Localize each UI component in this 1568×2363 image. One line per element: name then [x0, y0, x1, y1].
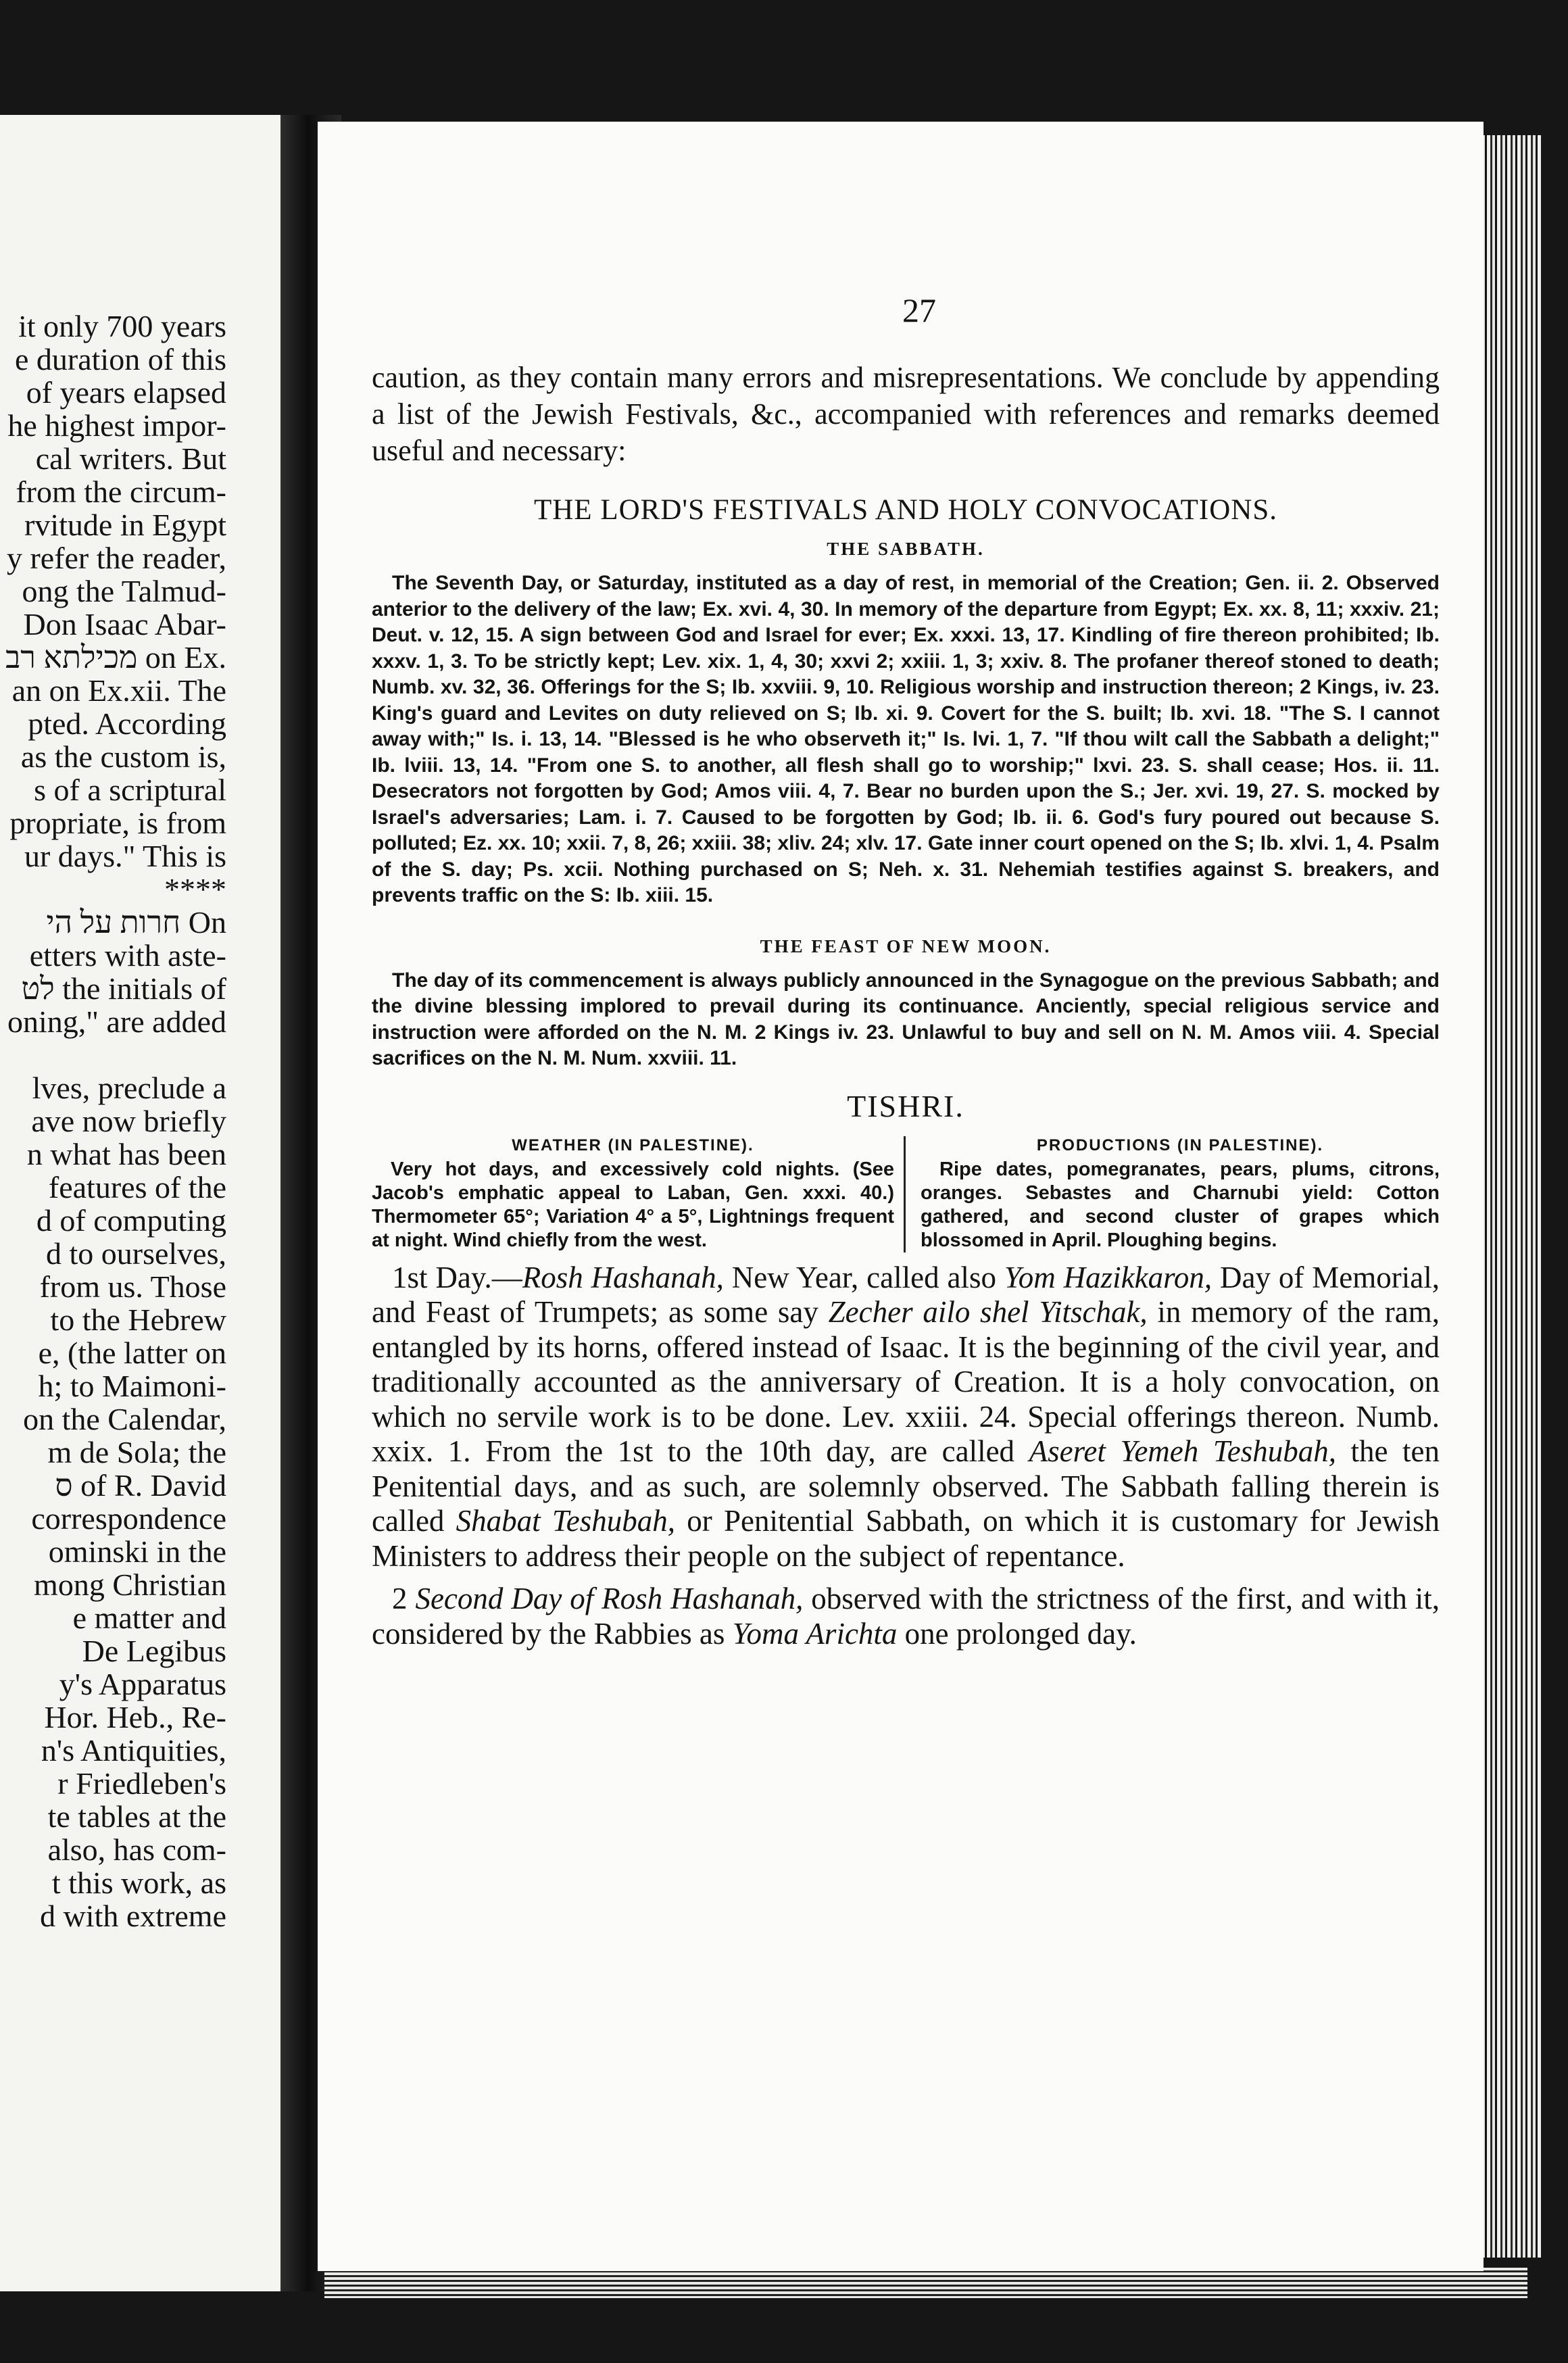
facing-line: etters with aste- — [29, 938, 226, 973]
facing-line: n what has been — [26, 1137, 226, 1171]
entry-italic: Shabat Teshubah, — [456, 1504, 676, 1538]
facing-line: ס of R. David — [55, 1468, 226, 1503]
entry-text: the ten Penitential days, and as such, are solemnly observed. The Sabbath falling therein is called — [372, 1434, 1440, 1538]
facing-line: from the circum- — [16, 474, 226, 509]
facing-line: correspondence — [31, 1501, 226, 1536]
facing-line — [0, 1038, 226, 1071]
facing-line: pted. According — [28, 706, 226, 741]
facing-line: rvitude in Egypt — [24, 508, 226, 542]
productions-text — [921, 1158, 1440, 1252]
facing-line: Hor. Heb., Re- — [44, 1700, 226, 1734]
facing-line: an on Ex.xii. The — [11, 673, 226, 708]
facing-line: d with extreme — [40, 1899, 226, 1933]
facing-line: te tables at the — [47, 1799, 226, 1834]
new-moon-heading: THE FEAST OF NEW MOON. — [760, 935, 1052, 956]
facing-line: y refer the reader, — [6, 541, 226, 575]
facing-line: ur days." This is — [24, 839, 226, 873]
facing-line: as the custom is, — [20, 739, 226, 774]
entry-text: one prolonged day. — [897, 1616, 1137, 1651]
facing-line: it only 700 years — [18, 309, 226, 343]
weather-title: WEATHER (IN PALESTINE). — [512, 1136, 754, 1154]
new-moon-text — [372, 968, 1440, 1072]
entry-title: Second Day of Rosh Hashanah, — [415, 1582, 804, 1615]
entry-italic: Yom Hazikkaron, — [1004, 1260, 1212, 1294]
facing-page — [0, 115, 280, 2291]
facing-line: n's Antiquities, — [41, 1733, 226, 1768]
sabbath-heading: THE SABBATH. — [827, 539, 985, 559]
facing-line: on the Calendar, — [23, 1402, 226, 1436]
facing-line: מכילתא רב on Ex. — [5, 640, 226, 675]
facing-line: Don Isaac Abar- — [23, 607, 226, 641]
facing-line: s of a scriptural — [34, 773, 226, 807]
facing-line: cal writers. But — [35, 441, 226, 476]
page-content — [372, 291, 1440, 1651]
entry-text: observed with the strictness of the first, and with it, considered by the Rabbies as — [372, 1582, 1440, 1651]
facing-line: of years elapsed — [26, 375, 226, 410]
facing-line: propriate, is from — [9, 806, 226, 840]
facing-line: lves, preclude a — [32, 1071, 226, 1105]
facing-line: De Legibus — [82, 1634, 226, 1668]
facing-line: **** — [164, 872, 226, 906]
facing-line: d to ourselves, — [45, 1236, 226, 1271]
sabbath-body: The Seventh Day, or Saturday, instituted as a day of rest, in memorial of the Creation; Gen. ii. 2. Observed anterior to the delivery of the law; Ex. xvi. 4, 30. In memory of the departure from Egypt; Ex. xx. 8, 11; xxxiv. 21; Deut. v. 12, 15. A sign between God and Israel for ever; Ex. xxxi. 13, 17. Kindling of fire thereon prohibited; Ib. xxxv. 1, 3. To be strictly kept; Lev. xix. 1, 4, 30; xxvi 2; xxiii. 1, 3; xxiv. 8. The profaner thereof stoned to death; Numb. xv. 32, 36. Offerings for the S; Ib. xxviii. 9, 10. Religious worship and instruction thereon; 2 Kings, iv. 23. King's guard and Levites on duty relieved on S; Ib. xi. 9. Covert for the S. built; Ib. xvi. 18. "The S. I cannot away with;" Is. i. 13, 14. "Blessed is he who observeth it;" Is. lvi. 1, 7. "If thou wilt call the Sabbath a delight;" Ib. lviii. 13, 14. "From one S. to another, all flesh shall go to worship;" lxvi. 23. S. shall cease; Hos. ii. 11. Desecrators not forgotten by God; Amos viii. 4, 7. Bear no burden upon the S.; Jer. xvi. 19, 27. S. mocked by Israel's adversaries; Lam. i. 7. Caused to be forgotten by God; Ib. ii. 6. God's fury poured out because S. polluted; Ez. xx. 10; xxii. 7, 8, 26; xxiii. 38; xliv. 24; xlv. 17. Gate inner court opened on the S; Ib. xlvi. 1, 4. Psalm of the S. day; Ps. xcii. Nothing purchased on S; Neh. x. 31. Nehemiah testifies against S. breakers, and prevents traffic on the S: Ib. xiii. 15. — [372, 572, 1440, 906]
facing-line: e matter and — [72, 1601, 226, 1635]
sabbath-text — [372, 570, 1440, 909]
tishri-columns — [372, 1136, 1440, 1252]
weather-body: Very hot days, and excessively cold nights. (See Jacob's emphatic appeal to Laban, Gen. xxxi. 40.) Thermometer 65°; Variation 4° a 5°, Lightnings frequent at night. Wind chiefly from the west. — [372, 1158, 894, 1251]
entry-italic: Aseret Yemeh Teshubah, — [1029, 1434, 1336, 1468]
entry-text: New Year, called also — [723, 1260, 1004, 1294]
facing-line: לט the initials of — [21, 971, 226, 1006]
facing-line: e, (the latter on — [38, 1336, 226, 1370]
facing-line: ave now briefly — [31, 1104, 226, 1138]
page-edges-bottom — [324, 2268, 1527, 2298]
entry-italic: Yoma Arichta — [732, 1616, 898, 1651]
facing-line: from us. Those — [39, 1269, 226, 1304]
facing-line: e duration of this — [15, 342, 226, 376]
main-page — [318, 122, 1484, 2271]
facing-line: d of computing — [36, 1203, 226, 1238]
facing-line: he highest impor- — [7, 408, 226, 443]
facing-line: m de Sola; the — [47, 1435, 226, 1469]
facing-line: ominski in the — [48, 1534, 226, 1569]
productions-column — [906, 1136, 1440, 1252]
weather-column — [372, 1136, 906, 1252]
intro-paragraph: caution, as they contain many errors and misrepresentations. We conclude by appending a list of the Jewish Festivals, &c., accompanied with references and remarks deemed useful and necessary: — [372, 361, 1440, 467]
page-number: 27 — [902, 291, 936, 329]
productions-title: PRODUCTIONS (IN PALESTINE). — [1036, 1136, 1324, 1154]
entry-text: or Penitential Sabbath, on which it is customary for Jewish Ministers to address their people on the subject of repentance. — [372, 1504, 1440, 1573]
productions-body: Ripe dates, pomegranates, pears, plums, citrons, oranges. Sebastes and Charnubi yield: Cotton gathered, and second cluster of grapes which blossomed in April. Ploughing begins. — [921, 1158, 1440, 1251]
facing-line: to the Hebrew — [50, 1302, 226, 1337]
entry-text: in memory of the ram, entangled by its horns, offered instead of Isaac. It is the beginning of the civil year, and traditionally accounted as the anniversary of Creation. It is a holy convocation, on which no servile work is to be done. Lev. xxiii. 24. Special offerings thereon. Numb. xxix. 1. From the 1st to the 10th day, are called — [372, 1295, 1440, 1468]
facing-line: y's Apparatus — [59, 1667, 226, 1701]
facing-line: חרות על הי On — [46, 905, 226, 940]
entry-italic: Zecher ailo shel Yitschak, — [828, 1295, 1148, 1329]
entry-title: Rosh Hashanah, — [522, 1260, 724, 1294]
new-moon-body: The day of its commencement is always publicly announced in the Synagogue on the previous Sabbath; and the divine blessing implored to prevail during its continuance. Anciently, special religious service and instruction were afforded on the N. M. 2 Kings iv. 23. Unlawful to buy and sell on N. M. Amos viii. 4. Special sacrifices on the N. M. Num. xxviii. 11. — [372, 969, 1440, 1069]
facing-line: mong Christian — [34, 1567, 226, 1602]
facing-line: t this work, as — [51, 1866, 226, 1900]
main-heading: THE LORD'S FESTIVALS AND HOLY CONVOCATIONS. — [533, 494, 1277, 526]
entry-day-1 — [372, 1261, 1440, 1574]
facing-line: h; to Maimoni- — [38, 1369, 226, 1403]
facing-line: r Friedleben's — [57, 1766, 226, 1801]
entry-text: Day of Memorial, and Feast of Trumpets; as some say — [372, 1260, 1440, 1329]
entry-label: 1st Day.— — [392, 1260, 522, 1294]
weather-text — [372, 1158, 894, 1252]
facing-page-text — [0, 310, 226, 1932]
entry-day-2 — [372, 1582, 1440, 1651]
facing-line: features of the — [48, 1170, 226, 1204]
facing-line: also, has com- — [47, 1832, 226, 1867]
facing-line: oning," are added — [7, 1004, 226, 1039]
tishri-heading: TISHRI. — [847, 1088, 964, 1123]
facing-line: ong the Talmud- — [22, 574, 226, 608]
entry-label: 2 — [392, 1582, 416, 1615]
